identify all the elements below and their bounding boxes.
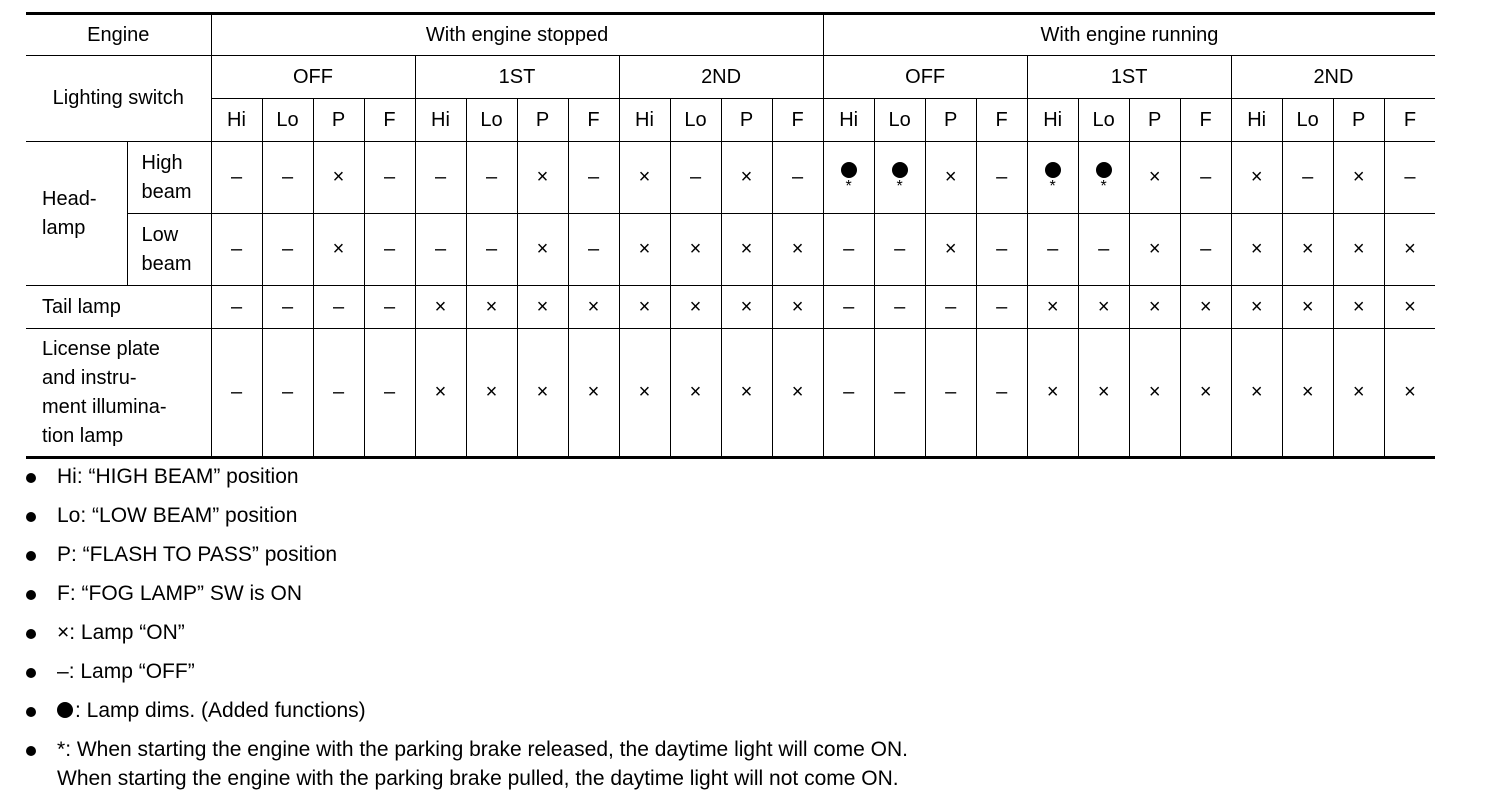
lamp-on-mark: ×: [332, 238, 345, 260]
mode-header: Lo: [1078, 99, 1129, 142]
status-cell: [670, 142, 721, 214]
lamp-on-mark: ×: [536, 295, 549, 318]
lamp-on-mark: ×: [485, 381, 498, 403]
mode-header: Lo: [1282, 99, 1333, 142]
status-cell: [415, 142, 466, 214]
lamp-on-mark: ×: [536, 166, 549, 188]
lamp-on-mark: ×: [638, 166, 651, 188]
lamp-on-mark: ×: [1199, 381, 1212, 403]
lamp-off-mark: –: [1098, 238, 1110, 260]
lamp-off-mark: –: [434, 166, 447, 188]
lamp-on-mark: ×: [1301, 381, 1314, 403]
lamp-operation-table: [26, 12, 1435, 459]
lamp-on-mark: ×: [1352, 238, 1365, 260]
lamp-on-mark: ×: [587, 381, 600, 403]
mode-header: Hi: [619, 99, 670, 142]
status-cell: [415, 329, 466, 458]
mode-header: P: [925, 99, 976, 142]
status-cell: [517, 286, 568, 329]
table-row: [26, 142, 1435, 214]
lamp-on-mark: ×: [1148, 381, 1161, 403]
mode-header: Lo: [670, 99, 721, 142]
status-cell: [1333, 329, 1384, 458]
mode-header: F: [772, 99, 823, 142]
status-cell: [1180, 286, 1231, 329]
table-row: [26, 329, 1435, 458]
bullet-icon: [26, 512, 36, 522]
engine-header-row: [26, 14, 1435, 56]
lamp-off-mark: –: [383, 381, 396, 403]
legend-item: [26, 579, 908, 618]
legend-text: : “FOG LAMP” SW is ON: [69, 582, 302, 605]
lamp-off-mark: –: [894, 295, 906, 318]
status-cell: [874, 142, 925, 214]
mode-header: Hi: [1027, 99, 1078, 142]
status-cell: [262, 142, 313, 214]
mode-header: F: [568, 99, 619, 142]
lamp-off-mark: –: [996, 166, 1008, 188]
legend-key: Hi: [57, 465, 77, 488]
status-cell: [1180, 329, 1231, 458]
lamp-on-mark: ×: [1046, 381, 1059, 403]
status-cell: [925, 286, 976, 329]
status-cell: [823, 214, 874, 286]
status-cell: [415, 214, 466, 286]
lamp-on-mark: ×: [332, 166, 345, 188]
status-cell: [1129, 214, 1180, 286]
lamp-off-mark: –: [332, 381, 345, 403]
lamp-off-mark: –: [281, 295, 294, 318]
status-cell: [313, 214, 364, 286]
status-cell: [1231, 329, 1282, 458]
lamp-off-mark: –: [383, 166, 396, 188]
status-cell: [670, 286, 721, 329]
lamp-on-mark: ×: [1250, 166, 1263, 188]
asterisk-note: *: [1049, 177, 1056, 195]
lamp-on-mark: ×: [689, 238, 702, 260]
status-cell: [874, 214, 925, 286]
mode-header: P: [1333, 99, 1384, 142]
status-cell: [976, 214, 1027, 286]
lamp-off-mark: –: [230, 381, 243, 403]
lamp-on-mark: ×: [740, 295, 753, 318]
status-cell: [517, 329, 568, 458]
engine-label: Engine: [26, 14, 211, 56]
status-cell: [772, 286, 823, 329]
lamp-on-mark: ×: [944, 166, 957, 188]
status-cell: [1078, 214, 1129, 286]
lamp-off-mark: –: [332, 295, 345, 318]
mode-header: F: [976, 99, 1027, 142]
status-cell: [1078, 142, 1129, 214]
lamp-off-mark: –: [843, 238, 855, 260]
status-cell: [976, 329, 1027, 458]
bullet-icon: [26, 746, 36, 756]
bullet-icon: [26, 668, 36, 678]
mode-header: Hi: [823, 99, 874, 142]
mode-header: F: [1384, 99, 1435, 142]
legend-text: : “LOW BEAM” position: [80, 504, 298, 527]
legend-key: Lo: [57, 504, 81, 527]
status-cell: [1180, 142, 1231, 214]
lamp-off-mark: –: [485, 166, 498, 188]
legend-text: : “HIGH BEAM” position: [76, 465, 299, 488]
status-cell: [772, 142, 823, 214]
lamp-on-mark: ×: [1097, 381, 1110, 403]
status-cell: [1384, 142, 1435, 214]
lamp-off-mark: –: [1200, 166, 1212, 188]
status-cell: [1333, 142, 1384, 214]
lamp-off-mark: –: [945, 381, 957, 403]
lamp-off-mark: –: [587, 166, 600, 188]
lamp-off-mark: –: [843, 381, 855, 403]
status-cell: [1180, 214, 1231, 286]
legend-item: [26, 618, 908, 657]
bullet-icon: [26, 707, 36, 717]
lamp-on-mark: ×: [1148, 238, 1161, 260]
legend-key: P: [57, 543, 72, 566]
lamp-on-mark: ×: [485, 295, 498, 318]
lighting-switch-label: Lighting switch: [26, 56, 211, 142]
status-cell: [619, 214, 670, 286]
lamp-on-mark: ×: [638, 238, 651, 260]
engine-state-header: With engine running: [823, 14, 1435, 56]
mode-header: P: [313, 99, 364, 142]
legend-text: : “FLASH TO PASS” position: [71, 543, 338, 566]
legend-text: : Lamp dims. (Added functions): [75, 699, 366, 722]
lamp-off-mark: –: [230, 166, 243, 188]
status-cell: [313, 329, 364, 458]
engine-state-header: With engine stopped: [211, 14, 823, 56]
status-cell: [823, 329, 874, 458]
lamp-off-mark: –: [945, 295, 957, 318]
status-cell: [1027, 214, 1078, 286]
bullet-icon: [26, 473, 36, 483]
lamp-on-mark: ×: [1404, 295, 1416, 318]
status-cell: [670, 329, 721, 458]
status-cell: [568, 214, 619, 286]
lamp-off-mark: –: [689, 166, 702, 188]
lamp-on-mark: ×: [740, 238, 753, 260]
bullet-icon: [26, 590, 36, 600]
status-cell: [262, 286, 313, 329]
status-cell: [976, 142, 1027, 214]
legend-text: : When starting the engine with the parking brake released, the daytime light will come ON.: [65, 738, 908, 761]
status-cell: [1129, 329, 1180, 458]
lamp-on-mark: ×: [1046, 295, 1059, 318]
lamp-on-mark: ×: [1301, 238, 1314, 260]
mode-header: P: [1129, 99, 1180, 142]
dim-dot-icon: [892, 162, 908, 178]
dim-dot-icon: [1045, 162, 1061, 178]
lamp-on-mark: ×: [1404, 238, 1416, 260]
status-cell: [721, 214, 772, 286]
status-cell: [619, 329, 670, 458]
status-cell: [1282, 286, 1333, 329]
mode-header-row: [26, 99, 1435, 142]
mode-header: F: [1180, 99, 1231, 142]
lamp-off-mark: –: [281, 238, 294, 260]
mode-header: Lo: [874, 99, 925, 142]
asterisk-note: *: [1100, 177, 1107, 195]
lamp-off-mark: –: [230, 295, 243, 318]
status-cell: [1282, 329, 1333, 458]
status-cell: [619, 142, 670, 214]
switch-position-header: 2ND: [619, 56, 823, 99]
beam-label: Low beam: [127, 214, 211, 286]
status-cell: [517, 214, 568, 286]
lamp-on-mark: ×: [791, 295, 804, 318]
status-cell: [1231, 286, 1282, 329]
mode-header: Hi: [1231, 99, 1282, 142]
status-cell: [721, 286, 772, 329]
status-cell: [1078, 286, 1129, 329]
asterisk-note: *: [845, 177, 852, 195]
mode-header: Lo: [466, 99, 517, 142]
dim-dot-icon: [1096, 162, 1112, 178]
lamp-on-mark: ×: [1352, 166, 1365, 188]
status-cell: [1384, 286, 1435, 329]
lamp-off-mark: –: [1404, 166, 1416, 188]
status-cell: [1231, 214, 1282, 286]
legend-key: –: [57, 660, 69, 683]
legend-key: F: [57, 582, 70, 605]
status-cell: [262, 214, 313, 286]
lamp-off-mark: –: [996, 381, 1008, 403]
status-cell: [313, 142, 364, 214]
lamp-off-mark: –: [1047, 238, 1059, 260]
lamp-off-mark: –: [843, 295, 855, 318]
lamp-off-mark: –: [485, 238, 498, 260]
lamp-off-mark: –: [383, 238, 396, 260]
lamp-off-mark: –: [894, 238, 906, 260]
lamp-on-mark: ×: [638, 381, 651, 403]
lamp-on-mark: ×: [740, 381, 753, 403]
status-cell: [1129, 286, 1180, 329]
lamp-on-mark: ×: [434, 381, 447, 403]
status-cell: [466, 142, 517, 214]
mode-header: F: [364, 99, 415, 142]
switch-position-header: 1ST: [415, 56, 619, 99]
legend-item: [26, 735, 908, 799]
lamp-on-mark: ×: [1404, 381, 1416, 403]
status-cell: [1027, 286, 1078, 329]
status-cell: [364, 214, 415, 286]
status-cell: [211, 329, 262, 458]
lamp-off-mark: –: [792, 166, 804, 188]
status-cell: [1078, 329, 1129, 458]
status-cell: [670, 214, 721, 286]
legend-text: : Lamp “OFF”: [68, 660, 195, 683]
status-cell: [1333, 214, 1384, 286]
lamp-off-mark: –: [996, 238, 1008, 260]
lamp-on-mark: ×: [689, 381, 702, 403]
status-cell: [1333, 286, 1384, 329]
status-cell: [262, 329, 313, 458]
lamp-on-mark: ×: [536, 238, 549, 260]
lamp-on-mark: ×: [587, 295, 600, 318]
status-cell: [772, 329, 823, 458]
status-cell: [517, 142, 568, 214]
status-cell: [364, 142, 415, 214]
status-cell: [1282, 142, 1333, 214]
status-cell: [1231, 142, 1282, 214]
lamp-off-mark: –: [230, 238, 243, 260]
status-cell: [568, 142, 619, 214]
switch-position-header: OFF: [823, 56, 1027, 99]
legend-key: *: [57, 738, 66, 761]
switch-position-header: OFF: [211, 56, 415, 99]
mode-header: P: [721, 99, 772, 142]
legend-text: : Lamp “ON”: [69, 621, 185, 644]
lamp-on-mark: ×: [791, 381, 804, 403]
status-cell: [364, 286, 415, 329]
lamp-on-mark: ×: [1148, 166, 1161, 188]
status-cell: [1129, 142, 1180, 214]
mode-header: Hi: [211, 99, 262, 142]
asterisk-note: *: [896, 177, 903, 195]
status-cell: [925, 142, 976, 214]
status-cell: [823, 286, 874, 329]
table-row: [26, 286, 1435, 329]
lamp-off-mark: –: [281, 381, 294, 403]
legend-item: [26, 462, 908, 501]
lamp-on-mark: ×: [638, 295, 651, 318]
status-cell: [568, 286, 619, 329]
dim-dot-icon: [57, 702, 73, 718]
status-cell: [925, 329, 976, 458]
table-row: [26, 214, 1435, 286]
status-cell: [415, 286, 466, 329]
lamp-on-mark: ×: [1301, 295, 1314, 318]
lamp-on-mark: ×: [434, 295, 447, 318]
switch-position-header: 1ST: [1027, 56, 1231, 99]
status-cell: [772, 214, 823, 286]
lamp-on-mark: ×: [1148, 295, 1161, 318]
status-cell: [1027, 329, 1078, 458]
status-cell: [211, 142, 262, 214]
status-cell: [925, 214, 976, 286]
lamp-on-mark: ×: [791, 238, 804, 260]
lamp-label: License plate and instru- ment illumina- tion lamp: [26, 329, 211, 458]
lamp-off-mark: –: [587, 238, 600, 260]
lamp-on-mark: ×: [1352, 295, 1365, 318]
lamp-label: Tail lamp: [26, 286, 211, 329]
legend-item: [26, 657, 908, 696]
legend-item: [26, 501, 908, 540]
lamp-on-mark: ×: [1250, 295, 1263, 318]
beam-label: High beam: [127, 142, 211, 214]
lamp-on-mark: ×: [1199, 295, 1212, 318]
lamp-on-mark: ×: [944, 238, 957, 260]
bullet-icon: [26, 629, 36, 639]
switch-header-row: [26, 56, 1435, 99]
bullet-icon: [26, 551, 36, 561]
status-cell: [619, 286, 670, 329]
status-cell: [466, 214, 517, 286]
status-cell: [466, 329, 517, 458]
legend-key: ×: [57, 621, 70, 644]
lamp-off-mark: –: [894, 381, 906, 403]
status-cell: [1384, 214, 1435, 286]
status-cell: [1384, 329, 1435, 458]
lamp-on-mark: ×: [1250, 381, 1263, 403]
lamp-off-mark: –: [1200, 238, 1212, 260]
legend-text-continued: When starting the engine with the parking brake pulled, the daytime light will not come ON.: [57, 767, 899, 790]
legend-item: [26, 540, 908, 579]
status-cell: [823, 142, 874, 214]
mode-header: P: [517, 99, 568, 142]
headlamp-label: Head- lamp: [26, 142, 127, 286]
dim-dot-icon: [841, 162, 857, 178]
mode-header: Hi: [415, 99, 466, 142]
status-cell: [211, 286, 262, 329]
status-cell: [364, 329, 415, 458]
status-cell: [976, 286, 1027, 329]
lamp-on-mark: ×: [1352, 381, 1365, 403]
legend-item: [26, 696, 908, 735]
lamp-on-mark: ×: [740, 166, 753, 188]
lamp-off-mark: –: [434, 238, 447, 260]
status-cell: [211, 214, 262, 286]
status-cell: [721, 329, 772, 458]
lamp-on-mark: ×: [1250, 238, 1263, 260]
lamp-on-mark: ×: [689, 295, 702, 318]
switch-position-header: 2ND: [1231, 56, 1435, 99]
status-cell: [466, 286, 517, 329]
lamp-off-mark: –: [996, 295, 1008, 318]
status-cell: [874, 329, 925, 458]
lamp-off-mark: –: [1302, 166, 1314, 188]
lamp-on-mark: ×: [536, 381, 549, 403]
lamp-off-mark: –: [383, 295, 396, 318]
status-cell: [1282, 214, 1333, 286]
lamp-off-mark: –: [281, 166, 294, 188]
legend-list: [26, 462, 908, 799]
lamp-on-mark: ×: [1097, 295, 1110, 318]
mode-header: Lo: [262, 99, 313, 142]
status-cell: [721, 142, 772, 214]
status-cell: [1027, 142, 1078, 214]
status-cell: [568, 329, 619, 458]
status-cell: [313, 286, 364, 329]
status-cell: [874, 286, 925, 329]
